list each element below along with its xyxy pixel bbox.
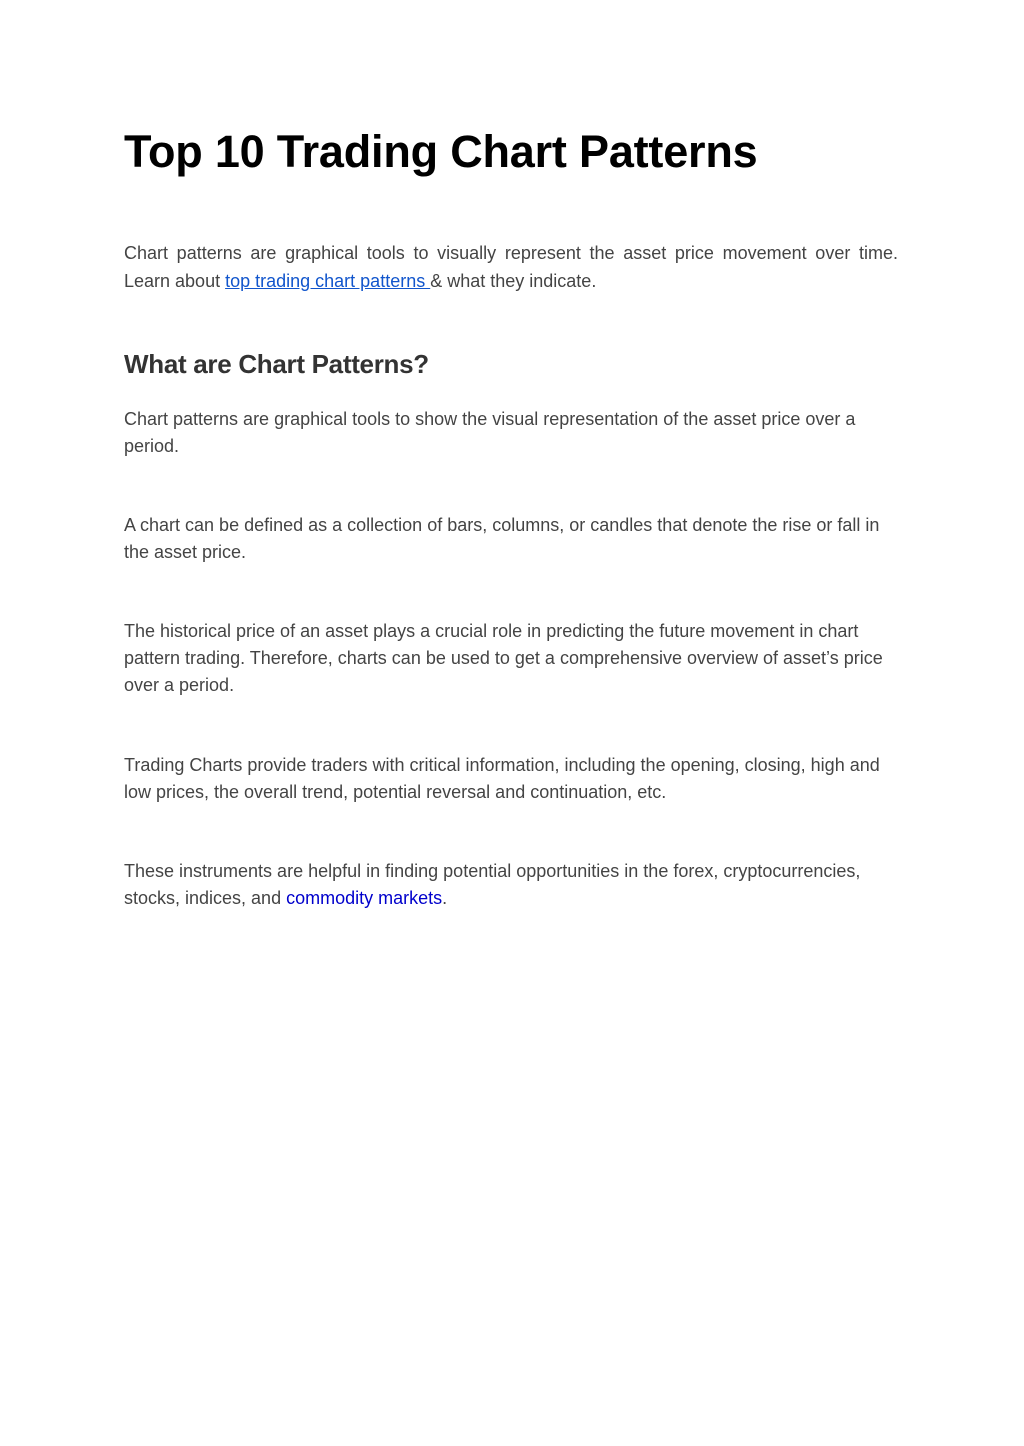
section-heading: What are Chart Patterns? bbox=[124, 349, 429, 379]
paragraph-2: A chart can be defined as a collection of bars, columns, or candles that denote the rise or fall in the asset price. bbox=[124, 515, 880, 563]
top-trading-chart-patterns-link[interactable]: top trading chart patterns bbox=[225, 270, 431, 291]
paragraph-5-text-after-link: . bbox=[442, 888, 448, 909]
paragraph-5 bbox=[124, 858, 898, 912]
intro-text-before-link: Chart patterns are graphical tools to visually represent the asset price movement over time. Learn about bbox=[124, 243, 898, 291]
paragraph-1: Chart patterns are graphical tools to show the visual representation of the asset price over a period. bbox=[124, 409, 856, 457]
document-title: Top 10 Trading Chart Patterns bbox=[124, 126, 758, 177]
paragraph-4: Trading Charts provide traders with critical information, including the opening, closing, high and low prices, the overall trend, potential reversal and continuation, etc. bbox=[124, 755, 880, 803]
intro-text-after-link: & what they indicate. bbox=[430, 270, 597, 291]
paragraph-5-text-before-link: These instruments are helpful in finding potential opportunities in the forex, cryptocurrencies, stocks, indices, and bbox=[124, 861, 861, 909]
paragraph-3: The historical price of an asset plays a crucial role in predicting the future movement in chart pattern trading. Therefore, charts can be used to get a comprehensive overview of asset’s price over a period. bbox=[124, 621, 883, 696]
intro-paragraph bbox=[124, 240, 898, 295]
commodity-markets-link[interactable]: commodity markets bbox=[286, 888, 443, 909]
